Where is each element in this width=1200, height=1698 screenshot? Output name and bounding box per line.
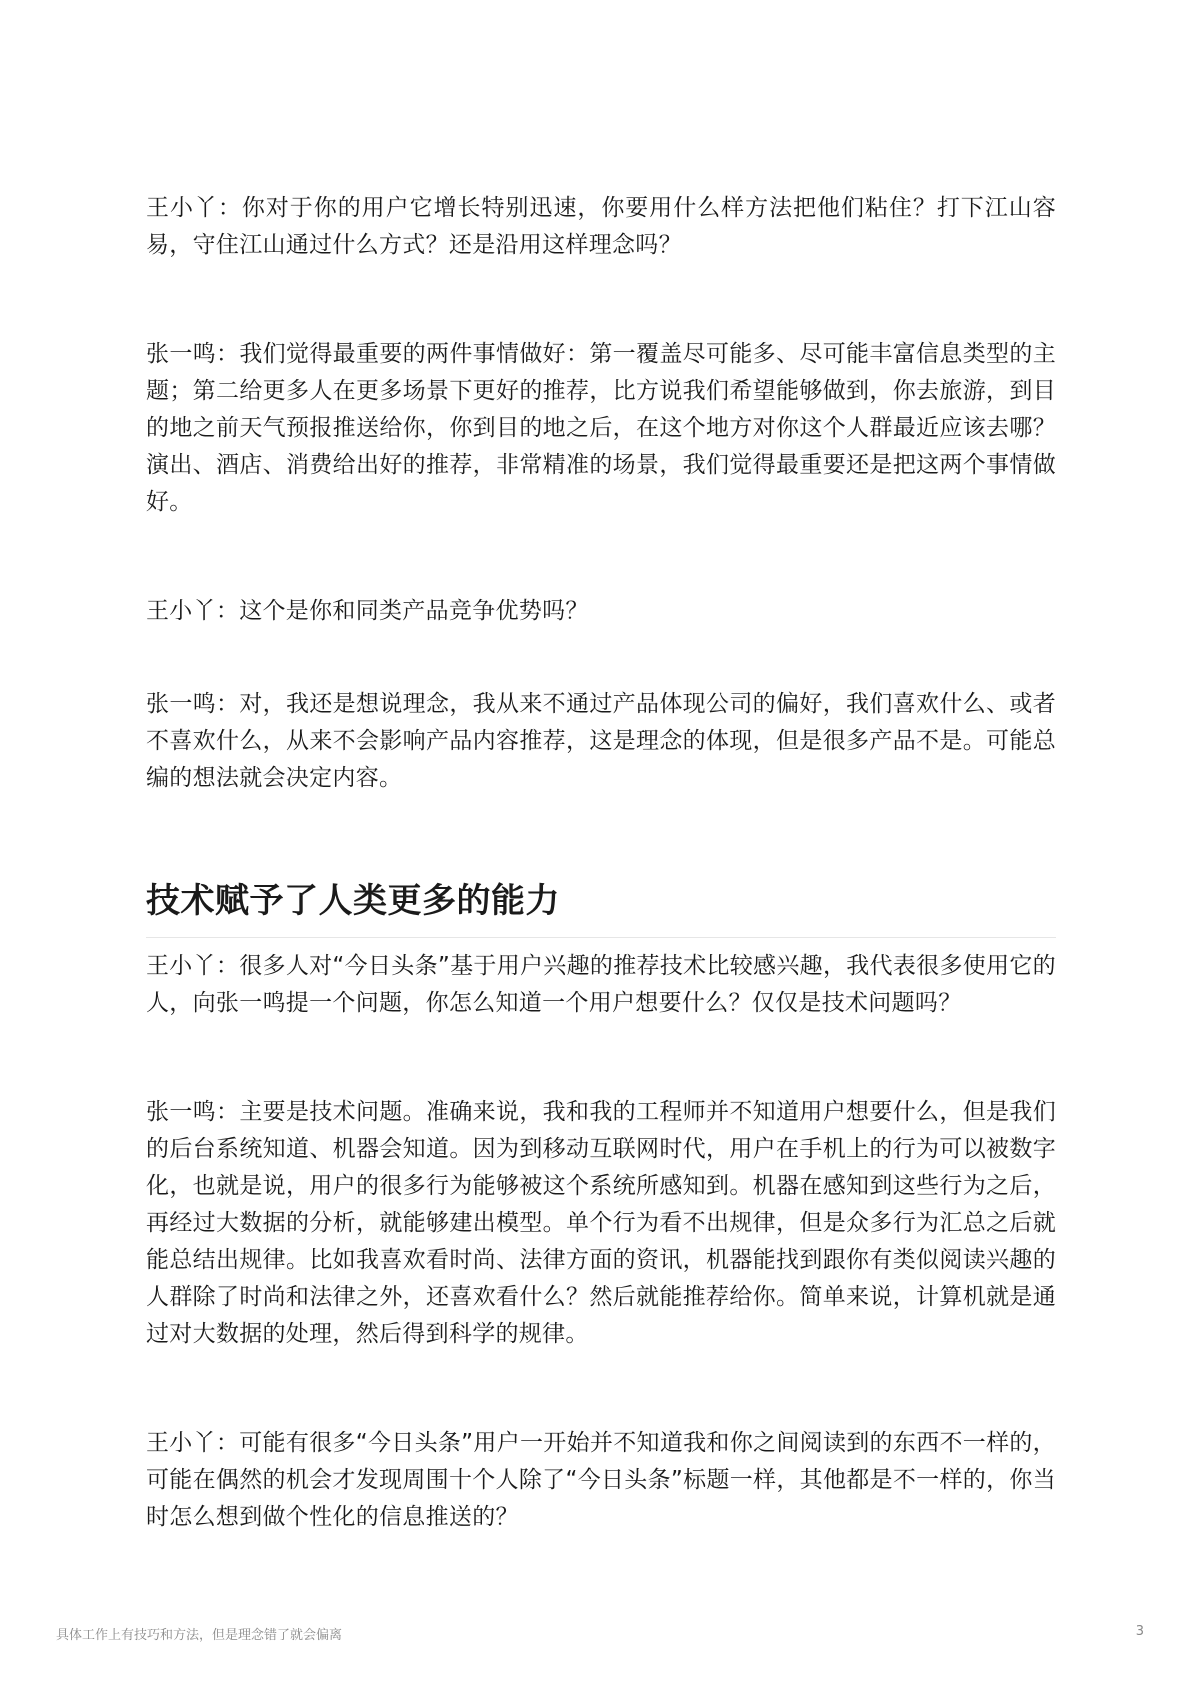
section-heading: 技术赋予了人类更多的能力 bbox=[146, 797, 1056, 938]
paragraph-zhang-a1: 张一鸣：我们觉得最重要的两件事情做好：第一覆盖尽可能多、尽可能丰富信息类型的主题；第二给更多人在更多场景下更好的推荐，比方说我们希望能够做到，你去旅游，到目的地之前天气预报推送给你，你到目的地之后，在这个地方对你这个人群最近应该去哪？演出、酒店、消费给出好的推荐，非常精准的场景，我们觉得最重要还是把这两个事情做好。 bbox=[146, 341, 1056, 515]
footer-running-title: 具体工作上有技巧和方法，但是理念错了就会偏离 bbox=[56, 1628, 343, 1643]
paragraph-wang-q1: 王小丫：你对于你的用户它增长特别迅速，你要用什么样方法把他们粘住？打下江山容易，守住江山通过什么方式？还是沿用这样理念吗？ bbox=[146, 195, 1056, 258]
paragraph-wang-q4: 王小丫：可能有很多“今日头条”用户一开始并不知道我和你之间阅读到的东西不一样的，可能在偶然的机会才发现周围十个人除了“今日头条”标题一样，其他都是不一样的，你当时怎么想到做个性化的信息推送的？ bbox=[146, 1430, 1056, 1530]
paragraph-wang-q2: 王小丫：这个是你和同类产品竞争优势吗？ bbox=[146, 598, 589, 624]
paragraph-wang-q3: 王小丫：很多人对“今日头条”基于用户兴趣的推荐技术比较感兴趣，我代表很多使用它的人，向张一鸣提一个问题，你怎么知道一个用户想要什么？仅仅是技术问题吗？ bbox=[146, 953, 1056, 1016]
paragraph-zhang-a3: 张一鸣：主要是技术问题。准确来说，我和我的工程师并不知道用户想要什么，但是我们的后台系统知道、机器会知道。因为到移动互联网时代，用户在手机上的行为可以被数字化，也就是说，用户的很多行为能够被这个系统所感知到。机器在感知到这些行为之后，再经过大数据的分析，就能够建出模型。单个行为看不出规律，但是众多行为汇总之后就能总结出规律。比如我喜欢看时尚、法律方面的资讯，机器能找到跟你有类似阅读兴趣的人群除了时尚和法律之外，还喜欢看什么？然后就能推荐给你。简单来说，计算机就是通过对大数据的处理，然后得到科学的规律。 bbox=[146, 1099, 1056, 1347]
article-body bbox=[146, 190, 1056, 1536]
page-number: 3 bbox=[1135, 1624, 1144, 1639]
paragraph-zhang-a2: 张一鸣：对，我还是想说理念，我从来不通过产品体现公司的偏好，我们喜欢什么、或者不喜欢什么，从来不会影响产品内容推荐，这是理念的体现，但是很多产品不是。可能总编的想法就会决定内容。 bbox=[146, 691, 1056, 791]
